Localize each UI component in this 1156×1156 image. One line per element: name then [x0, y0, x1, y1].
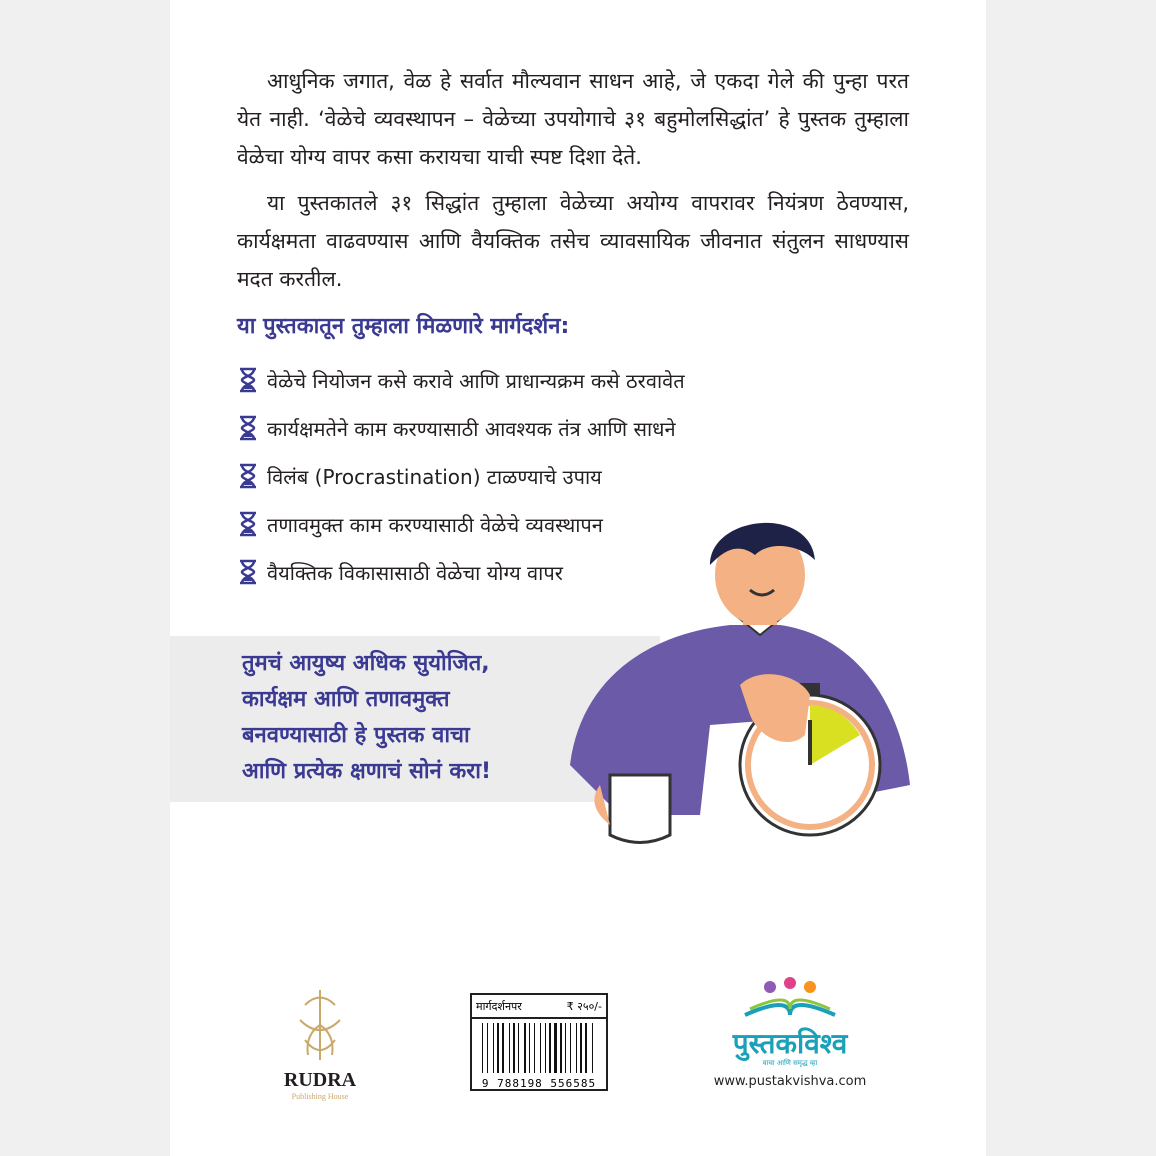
hourglass-icon — [237, 511, 259, 537]
barcode-bar — [524, 1023, 526, 1073]
barcode-bar — [540, 1023, 541, 1073]
barcode-bar — [585, 1023, 587, 1073]
hourglass-icon — [237, 415, 259, 441]
barcode-bar — [497, 1023, 499, 1073]
barcode-bar — [529, 1023, 530, 1073]
publisher-subtitle: Publishing House — [291, 1092, 349, 1101]
list-item — [237, 452, 685, 500]
rudra-publisher-logo — [270, 985, 370, 1101]
list-item-text: वैयक्तिक विकासासाठी वेळेचा योग्य वापर — [267, 560, 563, 585]
barcode-bar — [554, 1023, 557, 1073]
list-item — [237, 404, 685, 452]
barcode-bar — [487, 1023, 488, 1073]
intro-paragraph-1: आधुनिक जगात, वेळ हे सर्वात मौल्यवान साधन आहे, जे एकदा गेले की पुन्हा परत येत नाही. ‘वेळेचे व्यवस्थापन – वेळेच्या उपयोगाचे ३१ बहुमोलसिद्धांत’ हे पुस्तक तुम्हाला वेळेचा योग्य वापर कसा करायचा याची स्पष्ट दिशा देते. — [237, 69, 909, 169]
hourglass-icon — [237, 463, 259, 489]
publisher-name: RUDRA — [283, 1069, 357, 1091]
guidance-heading: या पुस्तकातून तुम्हाला मिळणारे मार्गदर्शन: — [237, 314, 570, 339]
callout-line: कार्यक्षम आणि तणावमुक्त — [242, 687, 450, 712]
barcode-bar — [509, 1023, 510, 1073]
barcode-category: मार्गदर्शनपर — [476, 999, 522, 1013]
barcode-bar — [518, 1023, 519, 1073]
callout-line: आणि प्रत्येक क्षणाचं सोनं करा! — [242, 759, 492, 784]
barcode-bar — [493, 1023, 494, 1073]
callout-line: तुमचं आयुष्य अधिक सुयोजित, — [242, 651, 490, 676]
callout-text — [242, 646, 491, 790]
barcode-bar — [549, 1023, 551, 1073]
list-item-text: तणावमुक्त काम करण्यासाठी वेळेचे व्यवस्थापन — [267, 512, 603, 537]
hourglass-icon — [237, 367, 259, 393]
barcode-bar — [576, 1023, 577, 1073]
price: ₹ २५०/- — [566, 999, 602, 1013]
distributor-name: पुस्तकविश्व — [732, 1027, 848, 1060]
list-item-text: कार्यक्षमतेने काम करण्यासाठी आवश्यक तंत्र आणि साधने — [267, 416, 676, 441]
callout-line: बनवण्यासाठी हे पुस्तक वाचा — [242, 723, 470, 748]
barcode-bar — [560, 1023, 562, 1073]
man-with-stopwatch-illustration — [560, 515, 940, 855]
barcode-bar — [534, 1023, 535, 1073]
barcode-bar — [513, 1023, 515, 1073]
hourglass-icon — [237, 559, 259, 585]
barcode-bar — [570, 1023, 571, 1073]
list-item-text: विलंब (Procrastination) टाळण्याचे उपाय — [267, 464, 602, 489]
list-item — [237, 356, 685, 404]
barcode-bar — [545, 1023, 546, 1073]
isbn-number: 9 788198 556585 — [481, 1077, 597, 1090]
barcode-bar — [592, 1023, 593, 1073]
barcode-bar — [482, 1023, 483, 1073]
barcode-bars — [482, 1023, 596, 1073]
pustakvishva-logo — [705, 975, 875, 1089]
distributor-url[interactable]: www.pustakvishva.com — [713, 1074, 867, 1089]
distributor-tagline: वाचा आणि समृद्ध व्हा — [762, 1059, 818, 1067]
intro-paragraph-2: या पुस्तकातले ३१ सिद्धांत तुम्हाला वेळेच्या अयोग्य वापरावर नियंत्रण ठेवण्यास, कार्यक्षमता वाढवण्यास आणि वैयक्तिक तसेच व्यावसायिक जीवनात संतुलन साधण्यास मदत करतील. — [237, 191, 909, 291]
list-item-text: वेळेचे नियोजन कसे करावे आणि प्राधान्यक्रम कसे ठरवावेत — [267, 368, 685, 393]
barcode-bar — [502, 1023, 504, 1073]
book-back-cover — [170, 0, 986, 1156]
open-book-people-icon — [735, 975, 845, 1025]
rudra-emblem-icon — [290, 985, 350, 1065]
barcode-bar — [565, 1023, 566, 1073]
isbn-barcode — [470, 993, 608, 1091]
barcode-bar — [580, 1023, 582, 1073]
